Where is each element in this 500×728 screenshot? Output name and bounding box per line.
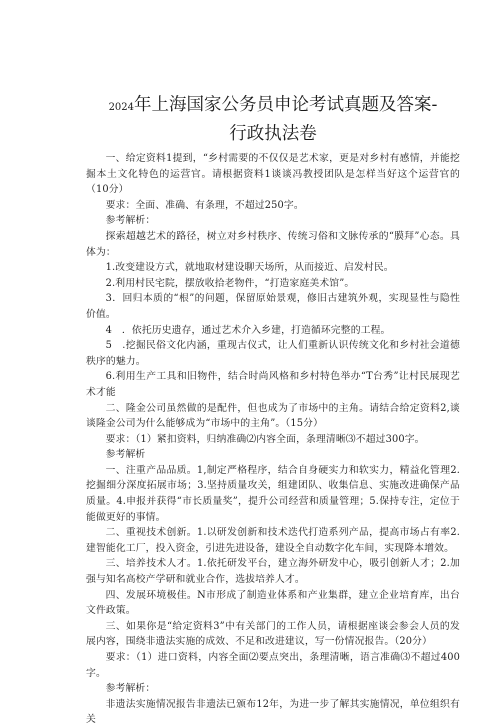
question-2: 二、隆金公司虽然做的是配件，但也成为了市场中的主角。请结合给定资料2,谈谈隆金公司为什么能够成为“市场中的主角”。（15分） [86,402,460,430]
title-year: 2024 [108,102,135,113]
question-1: 一、给定资料1提到，“乡村需要的不仅仅是艺术家，更是对乡村有感情，并能挖掘本土文化特色的运营官。请根据资料1谈谈冯教授团队是怎样当好这个运营官的（10分） [86,153,460,196]
answer-point: 5 .挖掘民俗文化内涵，重现古仪式，让人们重新认识传统文化和乡村社会道德秩序的魅力。 [86,340,460,367]
answer-point: 3．回归本质的“根”的问题，保留原始景观，修旧古建筑外观，实现显性与隐性价值。 [86,293,460,320]
requirement-1: 要求：全面、准确、有条理，不超过250字。 [105,199,304,211]
answer-section: 一、注重产品品质。1,制定严格程序，结合自身硬实力和软实力，精益化管理2.挖掘细分深度拓展市场；3.坚持质量攻关，组建团队、收集信息、实施改进确保产品质量。4.申报并获得“市长质量奖”，提升公司经营和质量管理；5.保持专注，定位于能做更好的事情。 [86,464,460,523]
answer-section: 四、发展环境极佳。N市形成了制造业体系和产业集群，建立企业培育库，出台文件政策。 [86,589,460,617]
answer-intro-1: 探索超越艺术的路径，树立对乡村秩序、传统习俗和文脉传承的“膜拜”心态。具体为： [86,230,460,258]
title-line-2: 行政执法卷 [229,124,317,144]
answer-section: 二、重视技术创新。1.以研发创新和技术迭代打造系列产品，提高市场占有率2.建智能化工厂，投入资金，引进先进设备，建设全自动数字化车间，实现降本增效。 [86,527,460,554]
answer-point: 2.利用村民宅院，摆放收拾老物件，“打造家庭美术馆”。 [105,277,355,289]
title-text: 年上海国家公务员申论考试真题及答案- [134,95,438,115]
answer-text-3: 非遗法实施情况报告非遗法已颁布12年，为进一步了解其实施情况，单位组织有关 [86,698,460,726]
answer-heading-3: 参考解析： [105,683,156,695]
answer-heading-2: 参考解析 [105,449,146,461]
document-body [86,151,460,728]
answer-point: 1.改变建设方式，就地取材建设聊天场所，从而接近、启发村民。 [105,262,394,274]
answer-section: 三、培养技术人才。1.依托研发平台，建立海外研发中心，吸引创新人才；2.加强与知名高校产学研和就业合作，选拔培养人才。 [86,558,460,586]
document-title [86,92,460,148]
requirement-3: 要求：（1）进口资料，内容全面⑵要点突出，条理清晰，语言准确⑶不超过400字。 [86,652,460,679]
answer-point: 6.利用生产工具和旧物件，结合时尚风格和乡村特色举办“T台秀”让村民展现艺术才能 [86,371,460,398]
question-3: 三、如果你是“给定资料3”中有关部门的工作人员，请根据座谈会参会人员的发展内容，围绕非遗法实施的成效、不足和改进建议，写一份情况报告。（20分） [86,620,460,648]
answer-point: 4 ．依托历史遗存，通过艺术介入乡建，打造循环完整的工程。 [105,324,391,336]
answer-heading-1: 参考解析： [105,215,156,227]
requirement-2: 要求：（1）紧扣资料，归纳准确⑵内容全面，条理清晰⑶不超过300字。 [105,433,425,445]
title-line-1 [86,92,460,121]
